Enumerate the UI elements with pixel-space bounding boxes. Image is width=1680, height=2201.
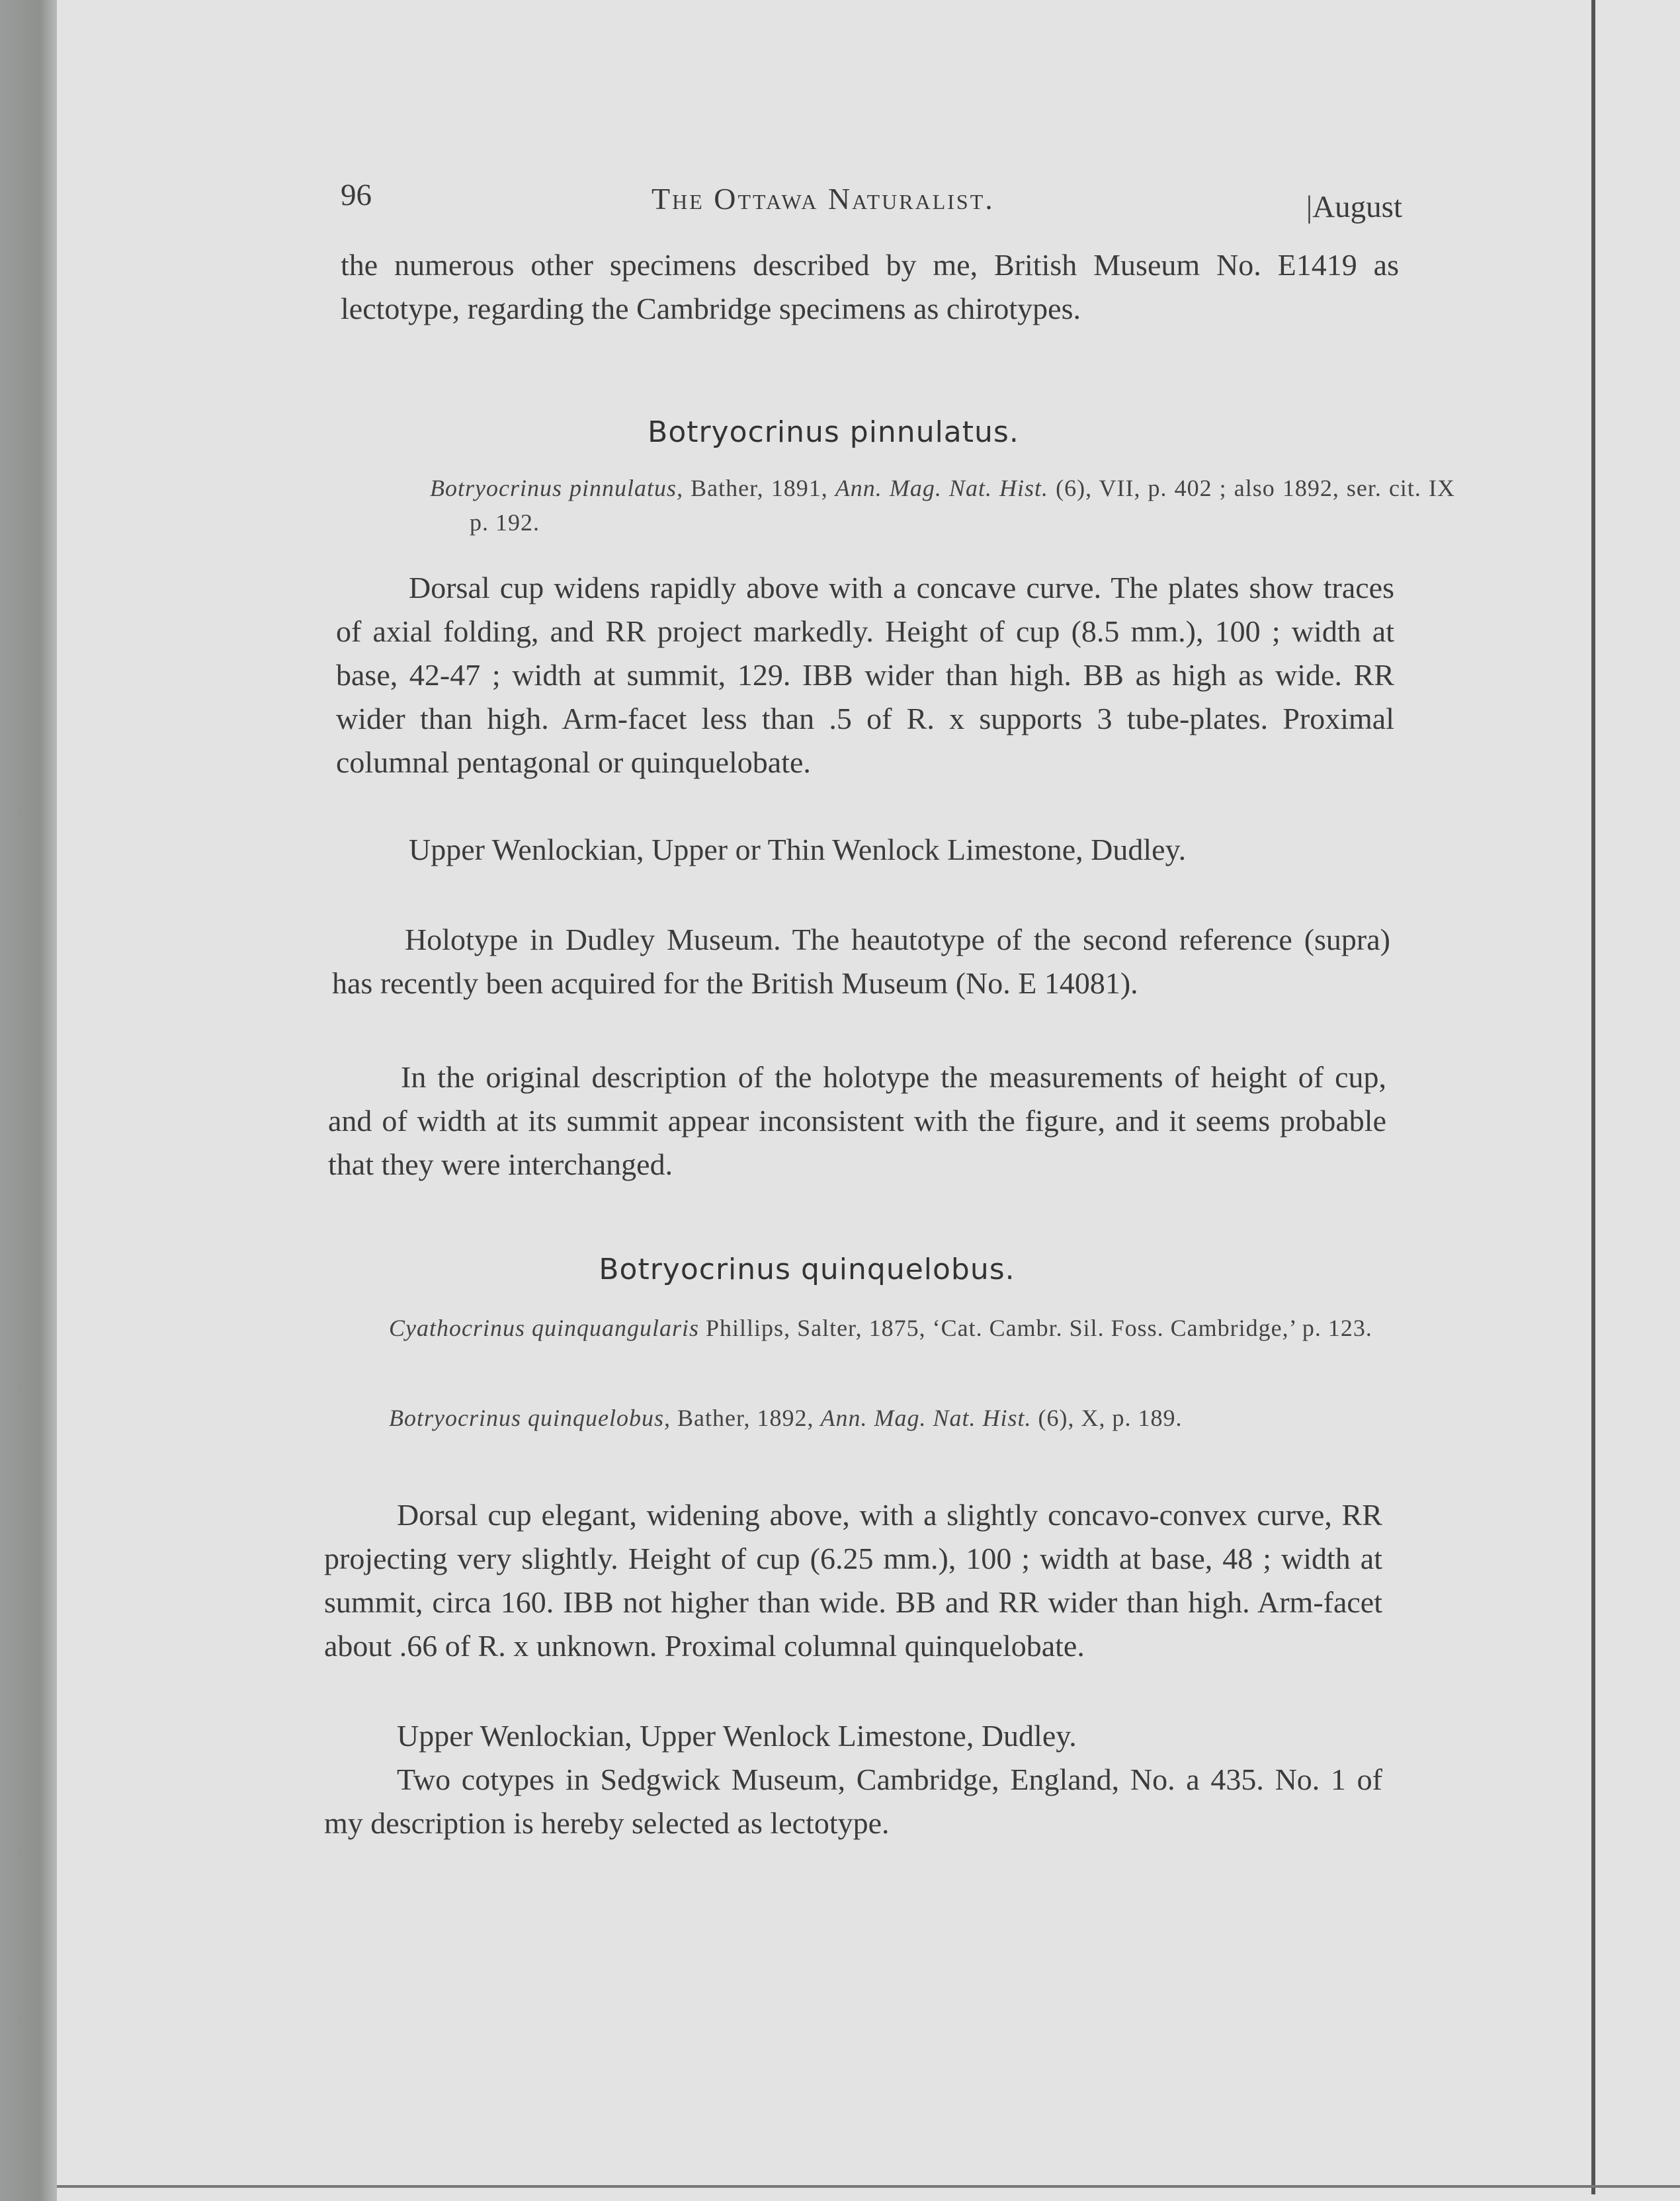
species2-description: Dorsal cup elegant, widening above, with a slightly concavo-convex curve, RR projecting very slightly. Height of cup (6.25 mm.), 100 ; width at base, 48 ; width at summit, circa 160. IBB not higher than wide. BB and RR wider than high. Arm-facet about .66 of R. x unknown. Proximal columnal quinquelobate. — [324, 1498, 1382, 1663]
continuation-paragraph: the numerous other specimens described by me, British Museum No. E1419 as lectotype, regarding the Cambridge specimens as chirotypes. — [341, 248, 1399, 325]
species1-note: In the original description of the holotype the measurements of height of cup, and of width at its summit appear inconsistent with the figure, and it seems probable that they were interchanged. — [328, 1060, 1386, 1181]
species2-synonym2-name: Botryocrinus quinquelobus, — [389, 1405, 671, 1431]
species1-reference — [430, 471, 1455, 540]
species2-synonym1-text: Phillips, Salter, 1875, ‘Cat. Cambr. Sil. Foss. Cambridge,’ p. 123. — [699, 1315, 1372, 1341]
species1-title: Botryocrinus pinnulatus. — [648, 415, 1019, 449]
species2-cotypes: Two cotypes in Sedgwick Museum, Cambridge, England, No. a 435. No. 1 of my description is hereby selected as lectotype. — [324, 1763, 1382, 1840]
running-title: The Ottawa Naturalist. — [651, 182, 995, 216]
page-header — [341, 173, 1402, 226]
species1-locality: Upper Wenlockian, Upper or Thin Wenlock Limestone, Dudley. — [409, 833, 1187, 866]
species1-reference-journal: Ann. Mag. Nat. Hist. — [835, 475, 1049, 501]
species2-synonym2-text-a: Bather, 1892, — [670, 1405, 821, 1431]
species1-reference-name: Botryocrinus pinnulatus, — [430, 475, 684, 501]
species2-locality: Upper Wenlockian, Upper Wenlock Limestone, Dudley. — [397, 1719, 1077, 1753]
page-number: 96 — [341, 178, 372, 212]
species1-reference-text-a: Bather, 1891, — [683, 475, 835, 501]
species2-synonym2-text-b: (6), X, p. 189. — [1031, 1405, 1183, 1431]
species2-synonym1-name: Cyathocrinus quinquangularis — [389, 1315, 700, 1341]
header-month: |August — [1306, 190, 1402, 224]
species1-reference-text-b: (6), VII, p. 402 ; also 1892, ser. cit. IX p. 192. — [470, 475, 1455, 536]
species2-synonym2 — [389, 1401, 1414, 1435]
species1-description: Dorsal cup widens rapidly above with a concave curve. The plates show traces of axial folding, and RR project markedly. Height of cup (8.5 mm.), 100 ; width at base, 42-47 ; width at summit, 129. IBB wider than high. BB as high as wide. RR wider than high. Arm-facet less than .5 of R. x supports 3 tube-plates. Proximal columnal pentagonal or quinquelobate. — [336, 571, 1394, 779]
species2-synonym1 — [389, 1311, 1414, 1345]
species2-synonym2-journal: Ann. Mag. Nat. Hist. — [820, 1405, 1032, 1431]
species1-holotype: Holotype in Dudley Museum. The heautotype of the second reference (supra) has recently been acquired for the British Museum (No. E 14081). — [332, 923, 1390, 1000]
species2-title: Botryocrinus quinquelobus. — [599, 1253, 1015, 1286]
